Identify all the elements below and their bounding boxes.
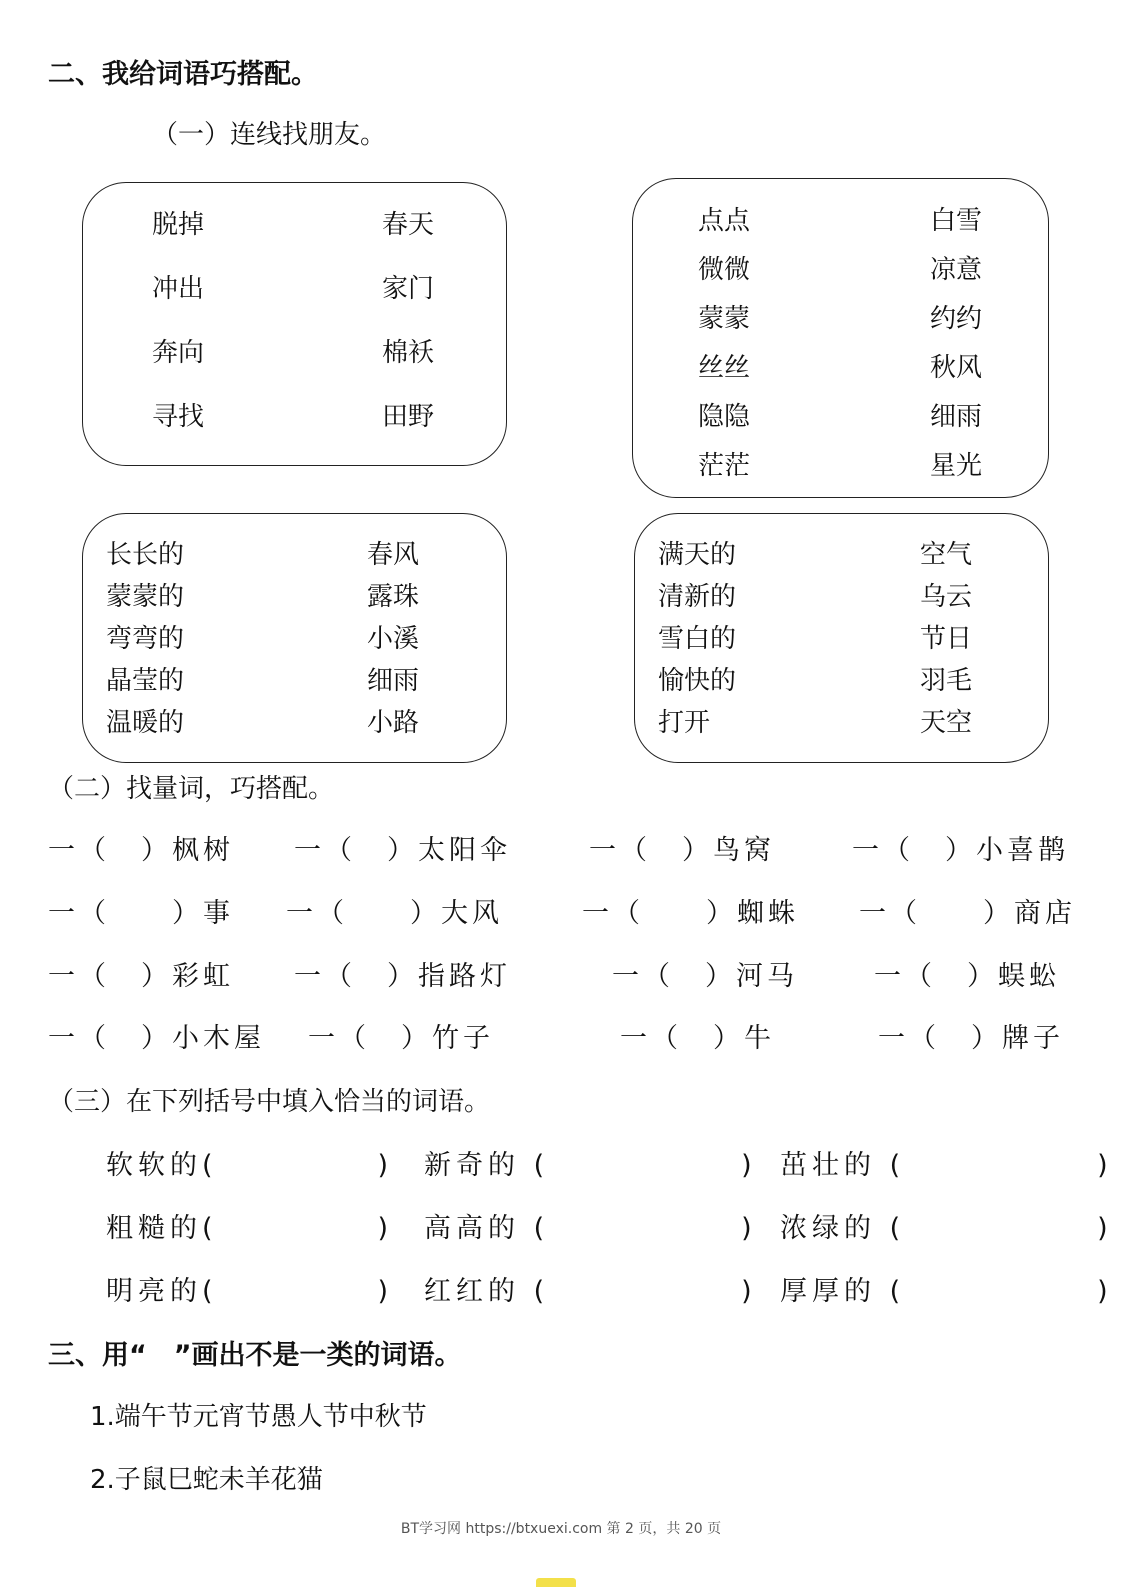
word: 寻找 — [152, 402, 205, 432]
word: 隐隐 — [698, 402, 751, 432]
fill-item: 高高的 ( ) — [424, 1213, 757, 1244]
word: 温暖的 — [106, 708, 185, 738]
fill-item: 明亮的( ) — [106, 1276, 394, 1307]
measure-item: 一（ ）牛 — [620, 1023, 775, 1054]
word: 星光 — [930, 451, 983, 481]
word: 家门 — [382, 274, 435, 304]
fill-item: 软软的( ) — [106, 1150, 394, 1181]
measure-item: 一（ ）牌子 — [878, 1023, 1064, 1054]
part-3-title: （三）在下列括号中填入恰当的词语。 — [48, 1087, 491, 1117]
word: 丝丝 — [698, 353, 751, 383]
measure-item: 一（ ）大风 — [286, 898, 503, 929]
word: 雪白的 — [658, 624, 737, 654]
measure-item: 一（ ）鸟窝 — [589, 835, 775, 866]
word: 小溪 — [367, 624, 420, 654]
word: 打开 — [658, 708, 711, 738]
measure-row — [48, 954, 1068, 994]
word: 春天 — [382, 210, 435, 240]
word: 清新的 — [658, 582, 737, 612]
measure-item: 一（ ）小木屋 — [48, 1023, 265, 1054]
word: 蒙蒙 — [698, 304, 751, 334]
measure-item: 一（ ）指路灯 — [294, 961, 511, 992]
word: 小路 — [367, 708, 420, 738]
measure-item: 一（ ）枫树 — [48, 835, 234, 866]
word: 冲出 — [152, 274, 205, 304]
measure-item: 一（ ）蜈蚣 — [874, 961, 1060, 992]
measure-row — [48, 1016, 1068, 1056]
word: 棉袄 — [382, 338, 435, 368]
measure-item: 一（ ）太阳伞 — [294, 835, 511, 866]
word: 长长的 — [106, 540, 185, 570]
fill-item: 浓绿的 ( ) — [780, 1213, 1113, 1244]
section-2-title: 二、我给词语巧搭配。 — [48, 59, 318, 90]
word: 细雨 — [930, 402, 983, 432]
measure-item: 一（ ）竹子 — [308, 1023, 494, 1054]
page-marker — [536, 1578, 576, 1587]
word: 田野 — [382, 402, 435, 432]
measure-item: 一（ ）事 — [48, 898, 234, 929]
fill-item: 新奇的 ( ) — [424, 1150, 757, 1181]
list-item: 1.端午节元宵节愚人节中秋节 — [90, 1402, 427, 1432]
match-box-1 — [82, 182, 507, 466]
fill-item: 红红的 ( ) — [424, 1276, 757, 1307]
word: 约约 — [930, 304, 983, 334]
word: 微微 — [698, 255, 751, 285]
word: 愉快的 — [658, 666, 737, 696]
word: 细雨 — [367, 666, 420, 696]
measure-item: 一（ ）小喜鹊 — [852, 835, 1069, 866]
word: 弯弯的 — [106, 624, 185, 654]
word: 天空 — [920, 708, 973, 738]
section-3-title: 三、用“ ”画出不是一类的词语。 — [48, 1340, 462, 1371]
word: 蒙蒙的 — [106, 582, 185, 612]
fill-item: 厚厚的 ( ) — [780, 1276, 1113, 1307]
word: 脱掉 — [152, 210, 205, 240]
fill-item: 粗糙的( ) — [106, 1213, 394, 1244]
word: 点点 — [698, 206, 751, 236]
word: 凉意 — [930, 255, 983, 285]
word: 空气 — [920, 540, 973, 570]
word: 乌云 — [920, 582, 973, 612]
word: 露珠 — [367, 582, 420, 612]
match-box-2 — [632, 178, 1049, 498]
word: 奔向 — [152, 338, 205, 368]
measure-row — [48, 828, 1068, 868]
part-1-title: （一）连线找朋友。 — [152, 120, 387, 150]
measure-item: 一（ ）彩虹 — [48, 961, 234, 992]
word: 节日 — [920, 624, 973, 654]
word: 晶莹的 — [106, 666, 185, 696]
page-footer: BT学习网 https://btxuexi.com 第 2 页，共 20 页 — [400, 1521, 722, 1537]
part-2-title: （二）找量词，巧搭配。 — [48, 774, 335, 804]
word: 茫茫 — [698, 451, 751, 481]
word: 秋风 — [930, 353, 983, 383]
word: 白雪 — [930, 206, 983, 236]
fill-item: 茁壮的 ( ) — [780, 1150, 1113, 1181]
word: 满天的 — [658, 540, 737, 570]
measure-row — [48, 891, 1076, 931]
measure-item: 一（ ）蜘蛛 — [582, 898, 799, 929]
measure-item: 一（ ）商店 — [859, 898, 1076, 929]
word: 羽毛 — [920, 666, 973, 696]
word: 春风 — [367, 540, 420, 570]
list-item: 2.子鼠巳蛇未羊花猫 — [90, 1465, 323, 1495]
measure-item: 一（ ）河马 — [612, 961, 798, 992]
